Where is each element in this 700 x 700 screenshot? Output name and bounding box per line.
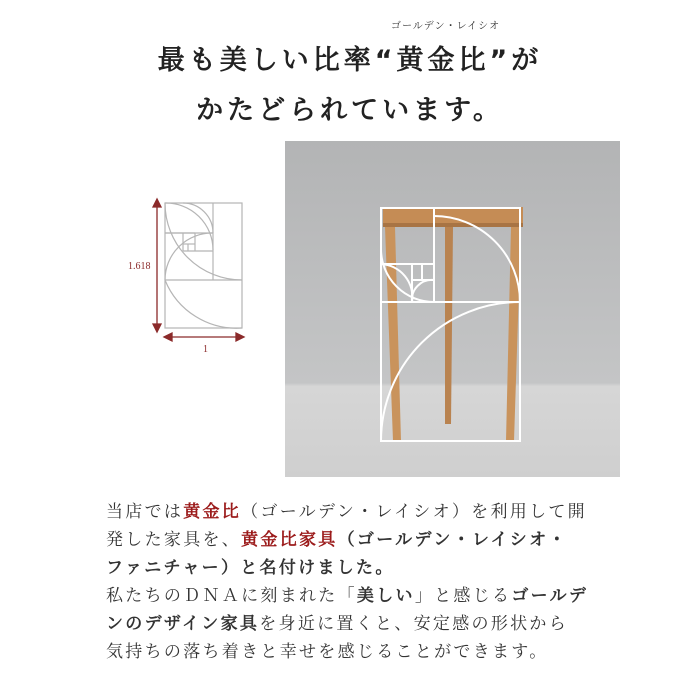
highlight-golden-ratio: 黄金比 (183, 502, 242, 522)
description-line-4: 私たちのＤＮＡに刻まれた「美しい」と感じるゴールデ (106, 586, 589, 606)
width-ratio-label: 1 (203, 344, 208, 355)
description-line-5: ンのデザイン家具を身近に置くと、安定感の形状から (106, 614, 569, 634)
table-photo (285, 141, 620, 477)
highlight-golden-furniture: 黄金比家具 (241, 530, 338, 550)
description-line-1: 当店では黄金比（ゴールデン・レイシオ）を利用して開 (106, 502, 587, 522)
golden-spiral-illustration (118, 185, 278, 360)
description-line-3: ファニチャー）と名付けました。 (106, 558, 395, 578)
headline-line-2: かたどられています。 (196, 95, 504, 126)
description-line-2: 発した家具を、黄金比家具（ゴールデン・レイシオ・ (106, 530, 568, 550)
headline-line-1: 最も美しい比率“黄金比”が (157, 45, 543, 76)
spiral-arc-1 (165, 203, 242, 280)
height-ratio-label: 1.618 (128, 261, 151, 272)
headline-ruby: ゴールデン・レイシオ (391, 21, 501, 32)
description-paragraph (106, 498, 606, 666)
table-with-spiral-photo (285, 141, 620, 477)
description-line-6: 気持ちの落ち着きと幸せを感じることができます。 (106, 642, 549, 662)
golden-ratio-diagram (118, 185, 278, 360)
